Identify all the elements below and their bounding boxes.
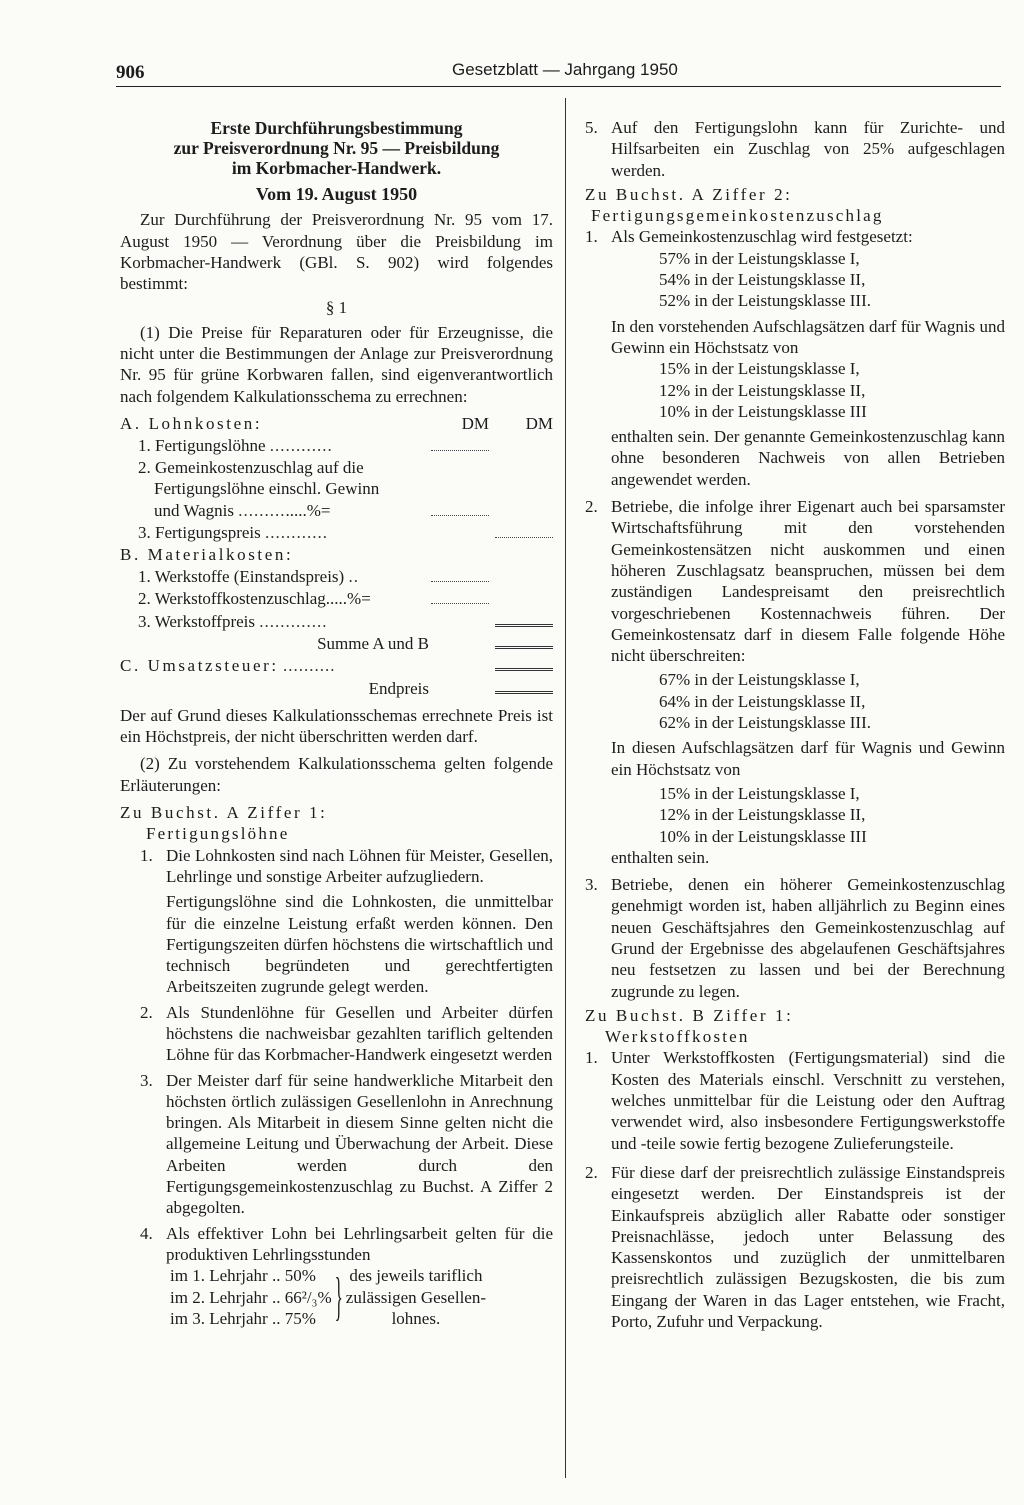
apprentice-note: des jeweils tariflich: [349, 1266, 483, 1286]
calc-line: 3. Werkstoffpreis: [138, 611, 255, 631]
amount-blank: [431, 587, 489, 604]
list-item: [140, 1223, 553, 1266]
calc-line: 1. Fertigungslöhne: [138, 436, 266, 456]
item-number: 2.: [585, 497, 598, 517]
calculation-scheme: A. Lohnkosten: DM DM 1. Fertigungslöhne ............ 2. Gemeinkostenzuschlag auf die Fertigungslöhne einschl. Gewinn und Wagnis ..............%= 3. Fertigungspreis ............ B. Materialkosten: 1. Werkstoffe (Einstandspreis) .. 2. Werkstoffkostenzuschlag.....%= 3. Werkstoffpreis ............. Summe A und B C. Umsatzsteuer: .......... Endpreis: [120, 413, 553, 698]
amount-blank: [495, 521, 553, 538]
apprentice-row: im 3. Lehrjahr .. 75%: [170, 1308, 316, 1328]
calc-b-heading: B. Materialkosten:: [120, 544, 294, 564]
apprentice-note: zulässigen Gesellen-: [345, 1287, 486, 1307]
percent-line: 10% in der Leistungsklasse III: [659, 826, 867, 846]
item-text: Als Gemeinkostenzuschlag wird festgesetzt:: [611, 227, 913, 247]
item-text: Der Meister darf für seine handwerkliche Mitarbeit den höchsten örtlich zulässigen Gesellenlohn in Anrechnung bringen. Als Mitarbeit in diesem Sinne gelten nicht die allgemeine Leitung und Überwachung der Arbeit. Diese Arbeiten werden durch den Fertigungsgemeinkostenzuschlag zu Buchst. A Ziffer 2 abgegolten.: [166, 1070, 553, 1218]
percent-line: 15% in der Leistungsklasse I,: [659, 783, 860, 803]
calc-line: Fertigungslöhne einschl. Gewinn: [154, 478, 380, 498]
paragraph-2: (2) Zu vorstehendem Kalkulationsschema gelten folgende Erläuterungen:: [120, 754, 553, 795]
item-text: Betriebe, die infolge ihrer Eigenart auch bei sparsamster Wirtschaftsführung mit den vorstehenden Gemeinkostensätzen nicht auskommen und einen höheren Zuschlagsatz beanspruchen, müssen bei dem zuständigen Landespreisamt den preisrechtlich vorgeschriebenen Kostennachweis führen. Der Gemeinkostensatz darf in diesem Falle folgende Höhe nicht überschreiten:: [611, 497, 1005, 666]
percent-list: [611, 358, 1005, 422]
percent-list: [611, 248, 1005, 312]
paragraph-1: (1) Die Preise für Reparaturen oder für Erzeugnisse, die nicht unter die Bestimmungen der Anlage zur Preisverordnung Nr. 95 für grüne Korbwaren fallen, sind eigenverantwortlich nach folgendem Kalkulationsschema zu errechnen:: [120, 322, 553, 406]
item-text: Auf den Fertigungslohn kann für Zurichte- und Hilfsarbeiten ein Zuschlag von 25% aufgeschlagen werden.: [611, 118, 1005, 180]
calc-line: 2. Gemeinkostenzuschlag auf die: [138, 457, 364, 477]
item-text: Als Stundenlöhne für Gesellen und Arbeiter dürfen höchstens die nachweisbar gezahlten tariflich geltenden Löhne für das Korbmacher-Handwerk eingesetzt werden: [166, 1002, 553, 1065]
amount-blank: [495, 677, 553, 694]
calc-a-heading: A. Lohnkosten:: [120, 413, 263, 433]
amount-blank: [495, 632, 553, 649]
amount-blank: [431, 499, 489, 516]
intro-paragraph: Zur Durchführung der Preisverordnung Nr. 95 vom 17. August 1950 — Verordnung über die Preisbildung im Korbmacher-Handwerk (GBl. S. 902) wird folgendes bestimmt:: [120, 210, 553, 294]
percent-line: 64% in der Leistungsklasse II,: [659, 691, 866, 711]
list-item: [585, 117, 1005, 181]
percent-line: 10% in der Leistungsklasse III: [659, 401, 867, 421]
item-number: 5.: [585, 118, 598, 137]
list-item: [585, 1047, 1005, 1153]
item-text: Für diese darf der preisrechtlich zulässige Einstandspreis eingesetzt werden. Der Einstandspreis ist der Einkaufspreis abzüglich aller Rabatte oder sonstiger Preisnachlässe, jedoch unter Belassung des Kassenskontos und zuzüglich der unmittelbaren preisrechtlich zulässigen Bezugskosten, die bis zum Eingang der Waren in das Lager entstehen, wie Fracht, Porto, Zufuhr und Verpackung.: [611, 1162, 1005, 1332]
item-number: 1.: [585, 1048, 598, 1068]
subheading: Zu Buchst. B Ziffer 1:: [585, 1005, 794, 1025]
title-line: im Korbmacher-Handwerk.: [231, 158, 442, 178]
list-item: [140, 845, 553, 998]
after-calc-paragraph: Der auf Grund dieses Kalkulationsschemas errechnete Preis ist ein Höchstpreis, der nicht überschritten werden darf.: [120, 705, 553, 747]
item-number: 1.: [585, 227, 598, 247]
item-extra: Fertigungslöhne sind die Lohnkosten, die unmittelbar für die einzelne Leistung erfaßt werden können. Den Fertigungszeiten dürfen höchstens die wirtschaftlich und technisch begründeten und gerechtfertigten Arbeitszeiten zugrunde gelegt werden.: [166, 892, 553, 997]
apprentice-note: lohnes.: [391, 1308, 441, 1328]
column-divider: [565, 98, 566, 1478]
brace: }: [334, 1267, 343, 1327]
percent-line: 54% in der Leistungsklasse II,: [659, 270, 866, 290]
percent-mark: %=: [306, 501, 331, 521]
calc-sum: Summe A und B: [317, 633, 429, 653]
percent-line: 52% in der Leistungsklasse III.: [659, 291, 871, 311]
amount-blank: [495, 610, 553, 627]
list-item: [140, 1002, 553, 1066]
item-number: 4.: [140, 1223, 153, 1243]
page-number: 906: [116, 62, 145, 83]
item-text: Als effektiver Lohn bei Lehrlingsarbeit gelten für die produktiven Lehrlingsstunden: [166, 1223, 553, 1264]
section-mark: § 1: [325, 298, 348, 318]
calc-line: 2. Werkstoffkostenzuschlag: [138, 589, 326, 609]
item-text: In den vorstehenden Aufschlagsätzen darf für Wagnis und Gewinn ein Höchstsatz von: [611, 316, 1005, 357]
item-number: 3.: [140, 1070, 153, 1090]
dm-header: DM: [525, 413, 553, 433]
item-text: Unter Werkstoffkosten (Fertigungsmaterial) sind die Kosten des Materials einschl. Verschnitt zu verstehen, welches unmittelbar für die Leistung oder den Auftrag verwendet wird, also insbesondere Fertigungswerkstoffe und -teile sowie fertig bezogene Zulieferungsteile.: [611, 1048, 1005, 1153]
percent-line: 57% in der Leistungsklasse I,: [659, 248, 860, 268]
subheading-title: Werkstoffkosten: [605, 1027, 750, 1047]
percent-line: 15% in der Leistungsklasse I,: [659, 359, 860, 379]
item-text: enthalten sein. Der genannte Gemeinkostenzuschlag kann ohne besonderen Nachweis von allen Betrieben angewendet werden.: [611, 427, 1005, 489]
apprentice-row: im 2. Lehrjahr .. 66²/₃%: [170, 1287, 332, 1307]
item-number: 2.: [585, 1162, 598, 1182]
calc-endprice: Endpreis: [368, 678, 429, 698]
list-item: [585, 874, 1005, 1002]
calc-line: 3. Fertigungspreis: [138, 523, 261, 543]
percent-line: 67% in der Leistungsklasse I,: [659, 670, 860, 690]
calc-line: und Wagnis: [154, 501, 235, 521]
list-item: [140, 1070, 553, 1219]
percent-list: [611, 783, 1005, 847]
item-text: Die Lohnkosten sind nach Löhnen für Meister, Gesellen, Lehrlinge und sonstige Arbeiter aufzugliedern.: [166, 845, 553, 886]
decree-date: Vom 19. August 1950: [255, 184, 418, 204]
amount-blank: [495, 654, 553, 671]
item-text: Betriebe, denen ein höherer Gemeinkostenzuschlag genehmigt worden ist, haben alljährlich zu Beginn eines neuen Geschäftsjahres den Gemeinkostenzuschlag auf Grund der Ergebnisse des abgelaufenen Geschäftsjahres neu festsetzen zu lassen und bei der Berechnung zugrunde zu legen.: [611, 875, 1005, 1001]
item-number: 1.: [140, 845, 153, 865]
list-item: [585, 496, 1005, 868]
percent-line: 12% in der Leistungsklasse II,: [659, 380, 866, 400]
calc-c-heading: C. Umsatzsteuer:: [120, 656, 279, 676]
subheading-title: Fertigungsgemeinkostenzuschlag: [591, 206, 884, 226]
item-number: 2.: [140, 1002, 153, 1022]
right-column: [585, 117, 1005, 1332]
percent-list: [611, 669, 1005, 733]
percent-mark: %=: [347, 589, 371, 609]
left-column: [120, 114, 553, 1329]
calc-line: 1. Werkstoffe (Einstandspreis): [138, 567, 345, 587]
percent-line: 12% in der Leistungsklasse II,: [659, 805, 866, 825]
apprentice-row: im 1. Lehrjahr .. 50%: [170, 1266, 316, 1286]
list-item: [585, 1162, 1005, 1332]
decree-title: [120, 118, 553, 178]
list-item: [585, 226, 1005, 490]
item-text: In diesen Aufschlagsätzen darf für Wagnis und Gewinn ein Höchstsatz von: [611, 738, 1005, 779]
title-line: zur Preisverordnung Nr. 95 — Preisbildung: [173, 138, 500, 158]
dm-header: DM: [461, 413, 489, 433]
amount-blank: [431, 565, 489, 582]
amount-blank: [431, 434, 489, 451]
item-number: 3.: [585, 875, 598, 895]
subheading: Zu Buchst. A Ziffer 2:: [585, 184, 793, 204]
title-line: Erste Durchführungsbestimmung: [210, 118, 463, 138]
subheading: Zu Buchst. A Ziffer 1:: [120, 803, 328, 823]
item-text: enthalten sein.: [611, 847, 710, 867]
running-header: Gesetzblatt — Jahrgang 1950: [452, 60, 678, 79]
percent-line: 62% in der Leistungsklasse III.: [659, 713, 871, 733]
header-rule: [116, 86, 1001, 87]
apprentice-table: [170, 1265, 553, 1329]
subheading-title: Fertigungslöhne: [146, 824, 290, 844]
